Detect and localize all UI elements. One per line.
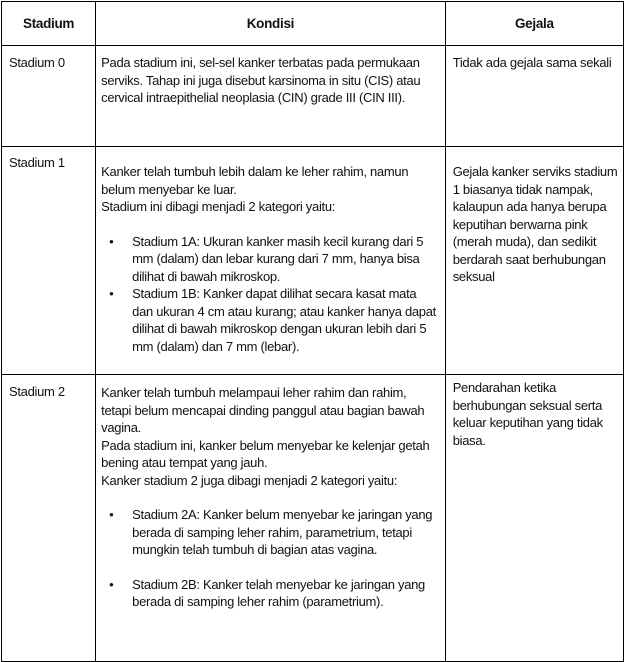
substage-item bbox=[101, 233, 439, 286]
header-kondisi: Kondisi bbox=[96, 2, 446, 46]
substage-item bbox=[101, 506, 439, 559]
condition-paragraph: Pada stadium ini, kanker belum menyebar ke kelenjar getah bening atau tempat yang jauh. bbox=[101, 437, 430, 470]
substage-item bbox=[101, 285, 439, 355]
stage-cell: Stadium 2 bbox=[2, 375, 96, 662]
table-row bbox=[2, 46, 624, 147]
condition-paragraph: Pada stadium ini, sel-sel kanker terbatas pada permukaan serviks. Tahap ini juga disebut karsinoma in situ (CIS) atau cervical intraepithelial neoplasia (CIN) grade III (CIN III). bbox=[101, 55, 421, 105]
condition-cell bbox=[96, 46, 446, 147]
condition-paragraph: Kanker telah tumbuh melampaui leher rahim dan rahim, tetapi belum mencapai dinding panggul atau bagian bawah vagina. bbox=[101, 385, 425, 435]
symptoms-cell: Pendarahan ketika berhubungan seksual serta keluar keputihan yang tidak biasa. bbox=[445, 375, 623, 662]
bullet-icon: • bbox=[109, 576, 114, 592]
condition-cell bbox=[96, 375, 446, 662]
bullet-icon: • bbox=[109, 286, 114, 301]
header-stadium: Stadium bbox=[2, 2, 96, 46]
condition-paragraph: Kanker telah tumbuh lebih dalam ke leher rahim, namun belum menyebar ke luar. bbox=[101, 164, 409, 197]
symptoms-cell: Gejala kanker serviks stadium 1 biasanya tidak nampak, kalaupun ada hanya berupa keputihan berwarna pink (merah muda), dan sedikit berdarah saat berhubungan seksual bbox=[445, 147, 623, 375]
stage-cell: Stadium 1 bbox=[2, 147, 96, 375]
substage-text: Stadium 1A: Ukuran kanker masih kecil kurang dari 5 mm (dalam) dan lebar kurang dari 7 mm, hanya bisa dilihat di bawah mikroskop. bbox=[132, 233, 424, 284]
substage-text: Stadium 2A: Kanker belum menyebar ke jaringan yang berada di samping leher rahim, parametrium, tetapi mungkin telah tumbuh di bagian atas vagina. bbox=[132, 507, 433, 557]
cervical-cancer-stage-table bbox=[1, 1, 624, 662]
table-header-row bbox=[2, 2, 624, 46]
substage-list bbox=[101, 233, 439, 356]
condition-paragraph: Stadium ini dibagi menjadi 2 kategori yaitu: bbox=[101, 199, 336, 214]
table-row bbox=[2, 375, 624, 662]
bullet-icon: • bbox=[109, 233, 114, 249]
substage-text: Stadium 2B: Kanker telah menyebar ke jaringan yang berada di samping leher rahim (parametrium). bbox=[132, 576, 425, 609]
substage-list bbox=[101, 506, 439, 611]
condition-cell bbox=[96, 147, 446, 375]
header-gejala: Gejala bbox=[445, 2, 623, 46]
symptoms-cell: Tidak ada gejala sama sekali bbox=[445, 46, 623, 147]
substage-text: Stadium 1B: Kanker dapat dilihat secara kasat mata dan ukuran 4 cm atau kurang; atau kanker hanya dapat dilihat di bawah mikroskop dengan ukuran lebih dari 5 mm (dalam) dan 7 mm (lebar). bbox=[132, 286, 436, 354]
bullet-icon: • bbox=[109, 507, 114, 522]
condition-paragraph: Kanker stadium 2 juga dibagi menjadi 2 kategori yaitu: bbox=[101, 472, 398, 488]
substage-item bbox=[101, 576, 439, 611]
table-row bbox=[2, 147, 624, 375]
stage-cell: Stadium 0 bbox=[2, 46, 96, 147]
